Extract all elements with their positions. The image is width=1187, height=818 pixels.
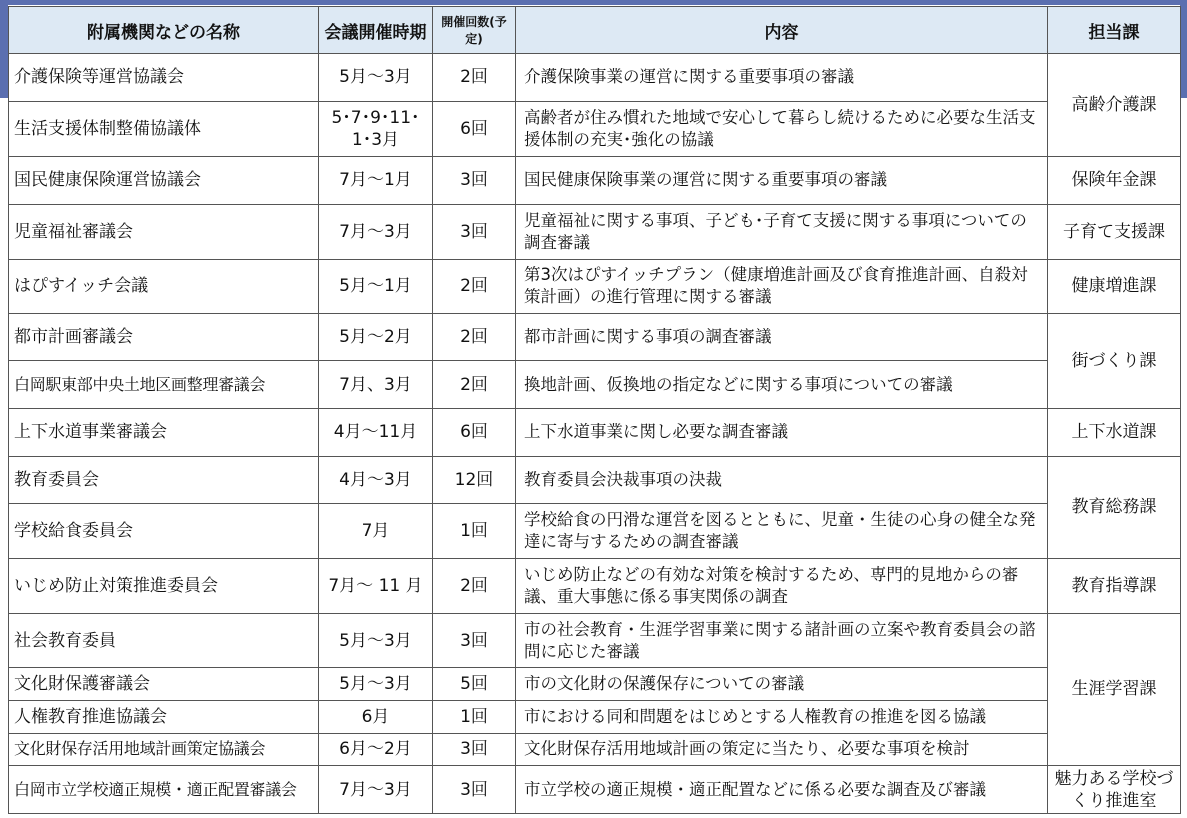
meeting-period: 7月～3月 xyxy=(319,766,433,814)
department: 生涯学習課 xyxy=(1048,613,1181,766)
body-content: いじめ防止などの有効な対策を検討するため、専門的見地からの審議、重大事態に係る事実関係の調査 xyxy=(516,558,1048,613)
department: 街づくり課 xyxy=(1048,314,1181,409)
meeting-period: 7月～3月 xyxy=(319,204,433,259)
right-accent-bar xyxy=(1180,0,1187,98)
body-content: 市立学校の適正規模・適正配置などに係る必要な調査及び審議 xyxy=(516,766,1048,814)
meeting-period: 7月～ 11 月 xyxy=(319,558,433,613)
body-name: 上下水道事業審議会 xyxy=(9,409,319,457)
meeting-period: 4月～3月 xyxy=(319,456,433,503)
meeting-period: 6月～2月 xyxy=(319,733,433,766)
header-count: 開催回数(予定) xyxy=(433,7,516,54)
meeting-count: 2回 xyxy=(433,54,516,102)
table-row xyxy=(9,668,1181,701)
meeting-period: 6月 xyxy=(319,701,433,734)
meeting-period: 7月、3月 xyxy=(319,361,433,409)
body-name: 教育委員会 xyxy=(9,456,319,503)
body-name: 学校給食委員会 xyxy=(9,503,319,558)
body-content: 都市計画に関する事項の調査審議 xyxy=(516,314,1048,361)
body-content: 市における同和問題をはじめとする人権教育の推進を図る協議 xyxy=(516,701,1048,734)
body-name: 人権教育推進協議会 xyxy=(9,701,319,734)
table-row xyxy=(9,503,1181,558)
body-content: 第3次はぴすイッチプラン（健康増進計画及び食育推進計画、自殺対策計画）の進行管理に関する審議 xyxy=(516,259,1048,314)
body-name: 社会教育委員 xyxy=(9,613,319,668)
table-row xyxy=(9,613,1181,668)
body-name: 生活支援体制整備協議体 xyxy=(9,101,319,156)
meeting-count: 1回 xyxy=(433,503,516,558)
body-name: いじめ防止対策推進委員会 xyxy=(9,558,319,613)
body-name: 白岡市立学校適正規模・適正配置審議会 xyxy=(9,766,319,814)
table-row xyxy=(9,733,1181,766)
body-name: はぴすイッチ会議 xyxy=(9,259,319,314)
body-name: 児童福祉審議会 xyxy=(9,204,319,259)
body-content: 文化財保存活用地域計画の策定に当たり、必要な事項を検討 xyxy=(516,733,1048,766)
meeting-count: 5回 xyxy=(433,668,516,701)
meeting-period: 5月～3月 xyxy=(319,54,433,102)
body-name: 都市計画審議会 xyxy=(9,314,319,361)
table-row xyxy=(9,204,1181,259)
header-content: 内容 xyxy=(516,7,1048,54)
body-name: 介護保険等運営協議会 xyxy=(9,54,319,102)
body-content: 児童福祉に関する事項、子ども･子育て支援に関する事項についての調査審議 xyxy=(516,204,1048,259)
meeting-count: 3回 xyxy=(433,733,516,766)
body-name: 文化財保存活用地域計画策定協議会 xyxy=(9,733,319,766)
meeting-period: 7月～1月 xyxy=(319,156,433,204)
meeting-count: 6回 xyxy=(433,409,516,457)
meeting-count: 2回 xyxy=(433,558,516,613)
body-content: 高齢者が住み慣れた地域で安心して暮らし続けるために必要な生活支援体制の充実･強化の協議 xyxy=(516,101,1048,156)
body-content: 学校給食の円滑な運営を図るとともに、児童・生徒の心身の健全な発達に寄与するための調査審議 xyxy=(516,503,1048,558)
meeting-period: 7月 xyxy=(319,503,433,558)
header-row xyxy=(9,7,1181,54)
body-content: 国民健康保険事業の運営に関する重要事項の審議 xyxy=(516,156,1048,204)
left-accent-bar xyxy=(0,0,8,98)
department: 子育て支援課 xyxy=(1048,204,1181,259)
body-content: 上下水道事業に関し必要な調査審議 xyxy=(516,409,1048,457)
header-period: 会議開催時期 xyxy=(319,7,433,54)
advisory-bodies-table xyxy=(8,6,1181,814)
meeting-count: 2回 xyxy=(433,314,516,361)
body-content: 市の文化財の保護保存についての審議 xyxy=(516,668,1048,701)
table-row xyxy=(9,456,1181,503)
meeting-count: 2回 xyxy=(433,361,516,409)
body-name: 文化財保護審議会 xyxy=(9,668,319,701)
meeting-period: 5月～2月 xyxy=(319,314,433,361)
top-accent-bar xyxy=(0,0,1187,5)
meeting-count: 12回 xyxy=(433,456,516,503)
meeting-period: 5月～1月 xyxy=(319,259,433,314)
body-content: 教育委員会決裁事項の決裁 xyxy=(516,456,1048,503)
body-content: 換地計画、仮換地の指定などに関する事項についての審議 xyxy=(516,361,1048,409)
header-dept: 担当課 xyxy=(1048,7,1181,54)
meeting-period: 5月～3月 xyxy=(319,613,433,668)
meeting-period: 4月～11月 xyxy=(319,409,433,457)
department: 上下水道課 xyxy=(1048,409,1181,457)
table-row xyxy=(9,259,1181,314)
meeting-count: 3回 xyxy=(433,766,516,814)
meeting-count: 1回 xyxy=(433,701,516,734)
table-row xyxy=(9,558,1181,613)
department: 健康増進課 xyxy=(1048,259,1181,314)
body-name: 白岡駅東部中央土地区画整理審議会 xyxy=(9,361,319,409)
table-row xyxy=(9,701,1181,734)
table-row xyxy=(9,361,1181,409)
table-row xyxy=(9,54,1181,102)
table-row xyxy=(9,156,1181,204)
body-content: 介護保険事業の運営に関する重要事項の審議 xyxy=(516,54,1048,102)
table-row xyxy=(9,766,1181,814)
meeting-count: 3回 xyxy=(433,613,516,668)
meeting-count: 3回 xyxy=(433,156,516,204)
body-content: 市の社会教育・生涯学習事業に関する諸計画の立案や教育委員会の諮問に応じた審議 xyxy=(516,613,1048,668)
department: 高齢介護課 xyxy=(1048,54,1181,157)
table-row xyxy=(9,409,1181,457)
meeting-count: 6回 xyxy=(433,101,516,156)
department: 教育総務課 xyxy=(1048,456,1181,558)
meeting-period: 5月～3月 xyxy=(319,668,433,701)
department: 魅力ある学校づくり推進室 xyxy=(1048,766,1181,814)
meeting-count: 3回 xyxy=(433,204,516,259)
meeting-period: 5･7･9･11･1･3月 xyxy=(319,101,433,156)
department: 教育指導課 xyxy=(1048,558,1181,613)
table-row xyxy=(9,314,1181,361)
table-row xyxy=(9,101,1181,156)
meeting-count: 2回 xyxy=(433,259,516,314)
header-name: 附属機関などの名称 xyxy=(9,7,319,54)
department: 保険年金課 xyxy=(1048,156,1181,204)
body-name: 国民健康保険運営協議会 xyxy=(9,156,319,204)
